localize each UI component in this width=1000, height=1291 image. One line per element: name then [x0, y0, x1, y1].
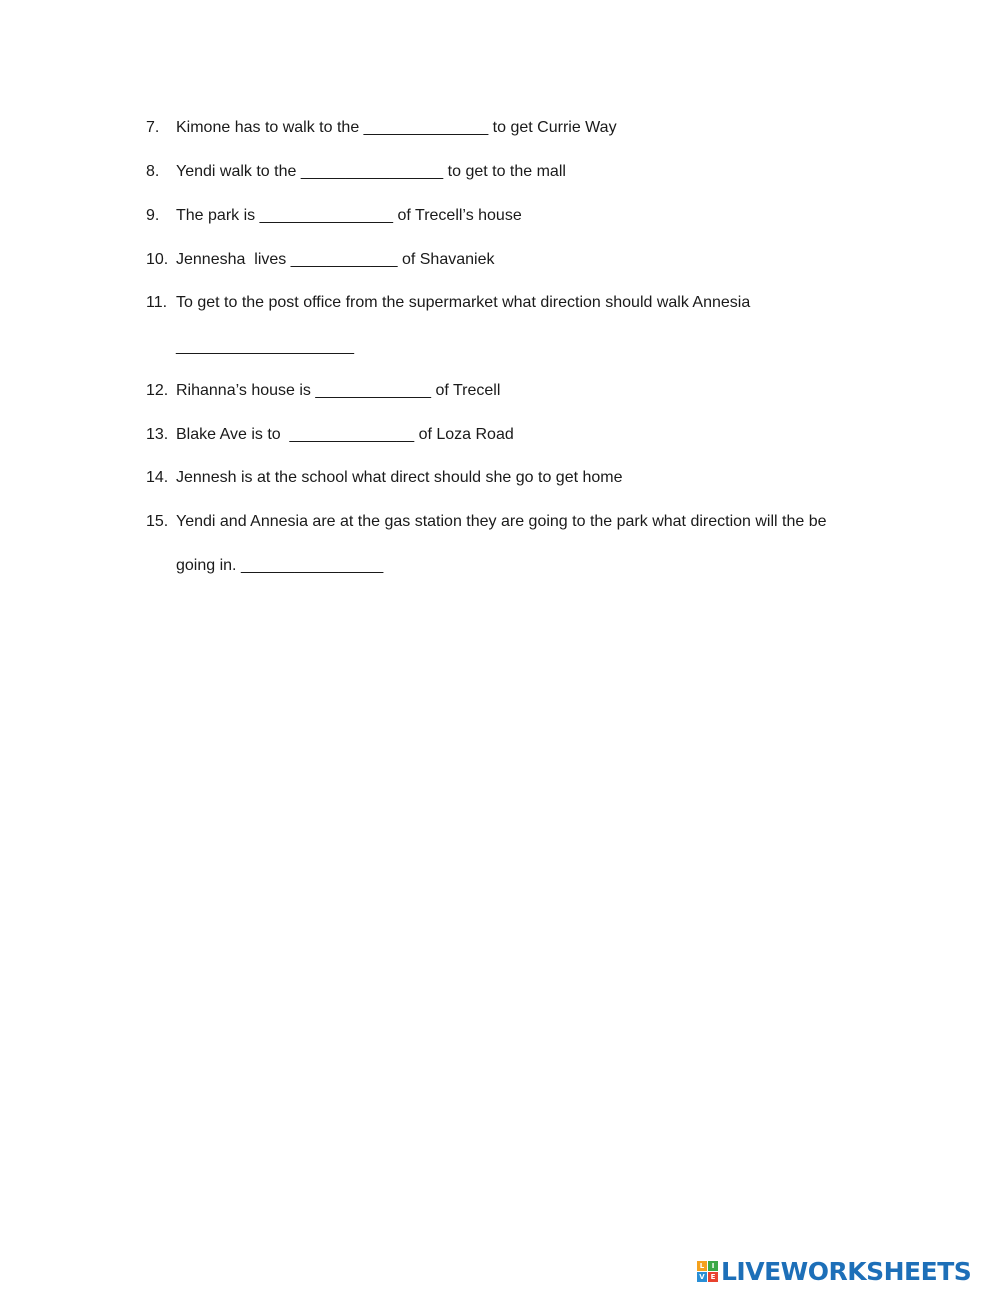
question-12: 12. Rihanna’s house is _____________ of Trecell: [146, 382, 501, 399]
question-text: Yendi walk to the ________________ to get to the mall: [176, 163, 566, 180]
question-11: 11. To get to the post office from the supermarket what direction should walk Annesia: [146, 294, 751, 311]
question-text: Jennesha lives ____________ of Shavaniek: [176, 251, 495, 268]
question-text: Blake Ave is to ______________ of Loza Road: [176, 426, 514, 443]
logo-blocks-icon: L I V E: [697, 1261, 718, 1282]
question-10: 10. Jennesha lives ____________ of Shavaniek: [146, 251, 495, 268]
question-15: 15. Yendi and Annesia are at the gas station they are going to the park what direction will the be: [146, 513, 827, 530]
question-8: 8. Yendi walk to the ________________ to get to the mall: [146, 163, 566, 180]
question-text: Yendi and Annesia are at the gas station they are going to the park what direction will the be: [176, 513, 827, 530]
question-text: To get to the post office from the supermarket what direction should walk Annesia: [176, 294, 751, 311]
question-9: 9. The park is _______________ of Trecell’s house: [146, 207, 522, 224]
question-text: Jennesh is at the school what direct should she go to get home: [176, 469, 623, 486]
question-text: Kimone has to walk to the ______________ to get Currie Way: [176, 119, 617, 136]
question-15-continuation: going in. ________________: [176, 557, 384, 574]
question-text: The park is _______________ of Trecell’s house: [176, 207, 522, 224]
question-7: 7. Kimone has to walk to the ______________ to get Currie Way: [146, 119, 617, 136]
question-13: 13. Blake Ave is to ______________ of Loza Road: [146, 426, 514, 443]
logo-text: LIVEWORKSHEETS: [721, 1256, 972, 1286]
question-text: Rihanna’s house is _____________ of Trecell: [176, 382, 501, 399]
question-14: 14. Jennesh is at the school what direct should she go to get home: [146, 469, 623, 486]
question-11-answer-line: ____________________: [176, 338, 354, 355]
liveworksheets-logo: [697, 1256, 971, 1286]
